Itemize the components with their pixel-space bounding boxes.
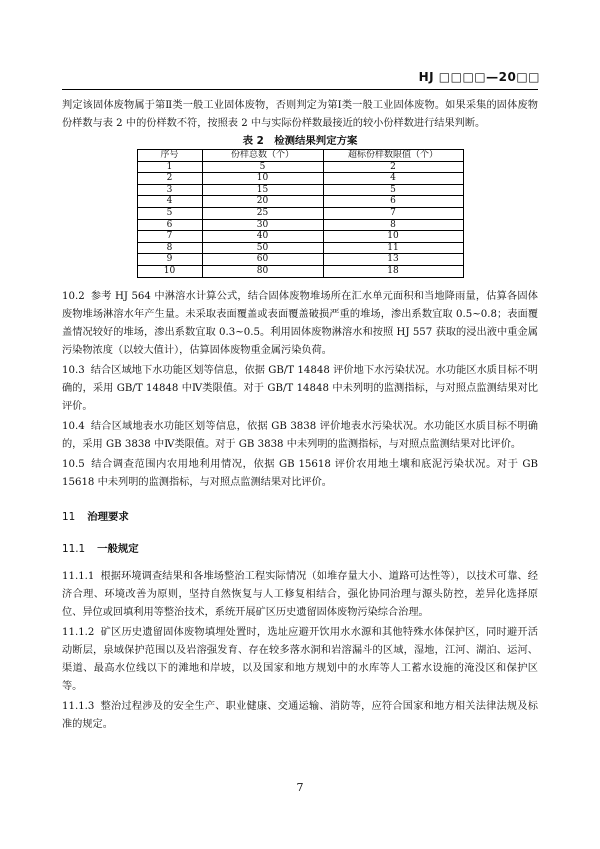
table-header-row xyxy=(137,150,463,162)
standard-code-header: HJ □□□□—20□□ xyxy=(418,70,540,84)
clause-number: 11.1.2 xyxy=(62,626,95,638)
clause-10-2 xyxy=(62,288,538,360)
table-cell: 11 xyxy=(323,242,463,254)
table-cell: 1 xyxy=(137,161,202,173)
section-11-1-heading xyxy=(62,540,538,558)
table-cell: 3 xyxy=(137,184,202,196)
section-title: 一般规定 xyxy=(97,542,139,555)
clause-text: 整治过程涉及的安全生产、职业健康、交通运输、消防等，应符合国家和地方相关法律法规及标准的规定。 xyxy=(62,700,538,730)
table-row xyxy=(137,242,463,254)
clause-text: 根据环境调查结果和各堆场整治工程实际情况（如堆存量大小、道路可达性等），以技术可靠、经济合理、环境改善为原则，坚持自然恢复与人工修复相结合，强化协同治理与源头防控，差异化选择原位、异位或回填利用等整治技术，系统开展矿区历史遗留固体废物污染综合治理。 xyxy=(62,570,538,618)
clause-text: 结合区域地下水功能区划等信息，依据 GB/T 14848 评价地下水污染状况。水功能区水质目标不明确的，采用 GB/T 14848 中Ⅳ类限值。对于 GB/T 14848 中未列明的监测指标，与对照点监测结果对比评价。 xyxy=(62,364,538,412)
table-cell: 25 xyxy=(202,207,323,219)
page-content xyxy=(62,97,538,734)
clause-10-5 xyxy=(62,456,538,492)
result-judgement-table xyxy=(137,149,464,278)
clause-10-3 xyxy=(62,362,538,416)
table-cell: 4 xyxy=(137,196,202,208)
clause-11-1-1 xyxy=(62,568,538,622)
table-row xyxy=(137,231,463,243)
section-number: 11 xyxy=(62,510,76,523)
table-header-cell: 份样总数（个） xyxy=(202,150,323,162)
table-cell: 50 xyxy=(202,242,323,254)
table-cell: 8 xyxy=(137,242,202,254)
table-cell: 60 xyxy=(202,254,323,266)
clause-number: 10.2 xyxy=(62,290,85,302)
table-row xyxy=(137,184,463,196)
intro-paragraph: 判定该固体废物属于第Ⅱ类一般工业固体废物，否则判定为第Ⅰ类一般工业固体废物。如果采集的固体废物份样数与表 2 中的份样数不符，按照表 2 中与实际份样数最接近的较小份样数进行结果判断。 xyxy=(62,100,538,129)
section-number: 11.1 xyxy=(62,542,86,555)
table-row xyxy=(137,173,463,185)
table-header-cell: 超标份样数限值（个） xyxy=(323,150,463,162)
table-cell: 15 xyxy=(202,184,323,196)
clause-number: 11.1.3 xyxy=(62,700,95,712)
clause-number: 10.3 xyxy=(62,364,85,376)
table-row xyxy=(137,219,463,231)
page-number: 7 xyxy=(296,781,304,794)
table-cell: 2 xyxy=(137,173,202,185)
table-cell: 7 xyxy=(323,207,463,219)
table-row xyxy=(137,254,463,266)
table-cell: 6 xyxy=(137,219,202,231)
table-caption: 表 2 检测结果判定方案 xyxy=(242,135,358,147)
clause-text: 矿区历史遗留固体废物填埋处置时，选址应避开饮用水水源和其他特殊水体保护区，同时避开活动断层，泉域保护范围以及岩溶强发育、存在较多落水洞和岩溶漏斗的区域，湿地，江河、湖泊、运河、渠道、最高水位线以下的滩地和岸坡，以及国家和地方规划中的水库等人工蓄水设施的淹没区和保护区等。 xyxy=(62,626,538,692)
clause-11-1-2 xyxy=(62,624,538,696)
section-title: 治理要求 xyxy=(87,510,129,523)
table-cell: 4 xyxy=(323,173,463,185)
table-row xyxy=(137,196,463,208)
table-cell: 2 xyxy=(323,161,463,173)
table-cell: 10 xyxy=(202,173,323,185)
table-cell: 5 xyxy=(323,184,463,196)
table-row xyxy=(137,265,463,277)
clause-number: 10.4 xyxy=(62,420,85,432)
clause-number: 11.1.1 xyxy=(62,570,95,582)
clause-11-1-3 xyxy=(62,698,538,734)
table-cell: 10 xyxy=(323,231,463,243)
table-cell: 13 xyxy=(323,254,463,266)
table-cell: 80 xyxy=(202,265,323,277)
table-row xyxy=(137,207,463,219)
table-cell: 20 xyxy=(202,196,323,208)
clause-text: 结合区域地表水功能区划等信息，依据 GB 3838 评价地表水污染状况。水功能区水质目标不明确的，采用 GB 3838 中Ⅳ类限值。对于 GB 3838 中未列明的监测指标，与对照点监测结果对比评价。 xyxy=(62,420,538,450)
header-rule xyxy=(62,89,538,90)
table-cell: 8 xyxy=(323,219,463,231)
table-cell: 5 xyxy=(137,207,202,219)
table-cell: 5 xyxy=(202,161,323,173)
table-cell: 7 xyxy=(137,231,202,243)
table-cell: 6 xyxy=(323,196,463,208)
table-cell: 9 xyxy=(137,254,202,266)
clause-text: 结合调查范围内农用地利用情况，依据 GB 15618 评价农用地土壤和底泥污染状况。对于 GB 15618 中未列明的监测指标，与对照点监测结果对比评价。 xyxy=(62,458,538,488)
table-cell: 40 xyxy=(202,231,323,243)
section-11-heading xyxy=(62,508,538,526)
table-cell: 18 xyxy=(323,265,463,277)
table-cell: 10 xyxy=(137,265,202,277)
table-cell: 30 xyxy=(202,219,323,231)
table-header-cell: 序号 xyxy=(137,150,202,162)
clause-number: 10.5 xyxy=(62,458,85,470)
table-row xyxy=(137,161,463,173)
clause-10-4 xyxy=(62,418,538,454)
clause-text: 参考 HJ 564 中淋溶水计算公式，结合固体废物堆场所在汇水单元面积和当地降雨量，估算各固体废物堆场淋溶水年产生量。未采取表面覆盖或表面覆盖破损严重的堆场，渗出系数宜取 0.5~0.8；表面覆盖情况较好的堆场，渗出系数宜取 0.3~0.5。利用固体废物淋溶水和按照 HJ 557 获取的浸出液中重金属污染物浓度（以较大值计），估算固体废物重金属污染负荷。 xyxy=(62,290,538,356)
